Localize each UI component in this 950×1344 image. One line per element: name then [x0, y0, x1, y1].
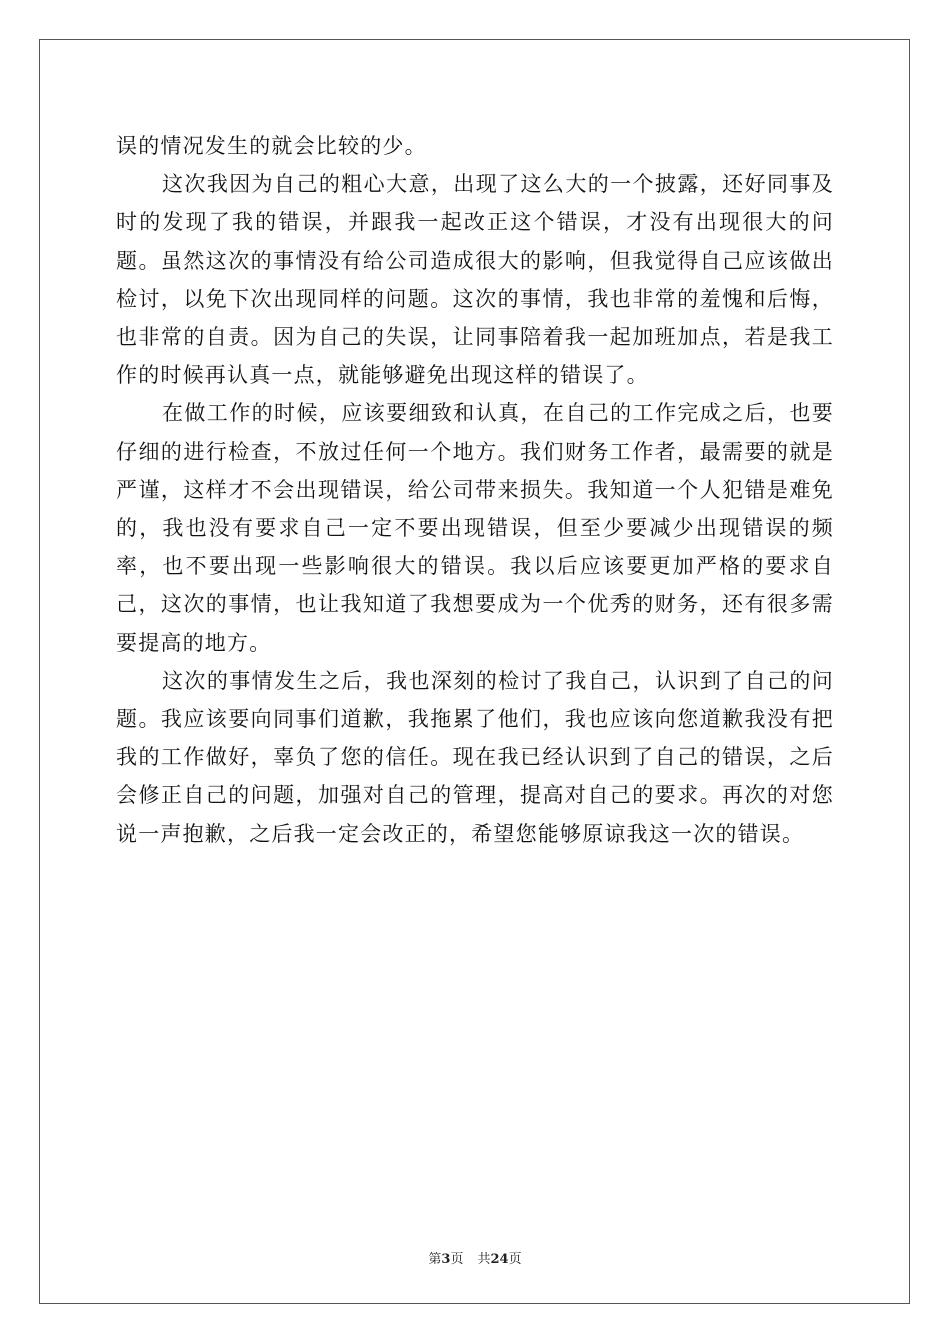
page-prefix: 第 — [428, 1252, 442, 1267]
paragraph-1: 误的情况发生的就会比较的少。 — [116, 134, 427, 158]
paragraph-4: 这次的事情发生之后，我也深刻的检讨了我自己，认识到了自己的问题。我应该要向同事们道歉，我拖累了他们，我也应该向您道歉我没有把我的工作做好，辜负了您的信任。现在我已经认识到了自己的错误，之后会修正自己的问题，加强对自己的管理，提高对自己的要求。再次的对您说一声抱歉，之后我一定会改正的，希望您能够原谅我这一次的错误。 — [116, 668, 834, 846]
page-suffix: 页 — [450, 1252, 464, 1267]
total-prefix: 共 — [477, 1252, 491, 1267]
total-suffix: 页 — [508, 1252, 522, 1267]
page-footer — [0, 1248, 950, 1267]
document-body — [116, 127, 834, 853]
total-pages: 24 — [490, 1252, 509, 1267]
paragraph-3: 在做工作的时候，应该要细致和认真，在自己的工作完成之后，也要仔细的进行检查，不放过任何一个地方。我们财务工作者，最需要的就是严谨，这样才不会出现错误，给公司带来损失。我知道一个人犯错是难免的，我也没有要求自己一定不要出现错误，但至少要减少出现错误的频率，也不要出现一些影响很大的错误。我以后应该要更加严格的要求自己，这次的事情，也让我知道了我想要成为一个优秀的财务，还有很多需要提高的地方。 — [116, 401, 834, 655]
paragraph-2: 这次我因为自己的粗心大意，出现了这么大的一个披露，还好同事及时的发现了我的错误，并跟我一起改正这个错误，才没有出现很大的问题。虽然这次的事情没有给公司造成很大的影响，但我觉得自己应该做出检讨，以免下次出现同样的问题。这次的事情，我也非常的羞愧和后悔，也非常的自责。因为自己的失误，让同事陪着我一起加班加点，若是我工作的时候再认真一点，就能够避免出现这样的错误了。 — [116, 172, 834, 388]
page-number: 3 — [441, 1252, 451, 1267]
